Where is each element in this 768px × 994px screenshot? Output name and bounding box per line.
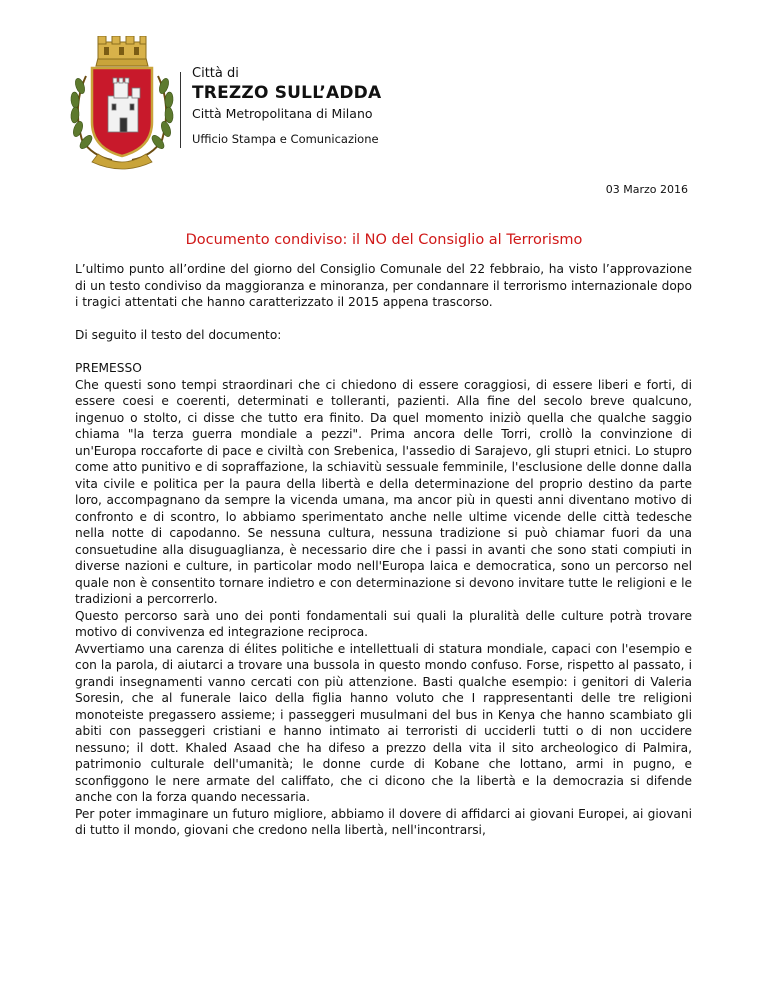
- header-divider: [180, 72, 181, 148]
- header-office: Ufficio Stampa e Comunicazione: [192, 132, 379, 146]
- header-city-prefix: Città di: [192, 66, 239, 81]
- crown-icon: [96, 36, 148, 66]
- intro-paragraph: L’ultimo punto all’ordine del giorno del Consiglio Comunale del 22 febbraio, ha visto l’approvazione di un testo condiviso da maggioranza e minoranza, per condannare il terrorismo internazionale dopo i tragici attentati che hanno caratterizzato il 2015 appena trascorso.: [75, 262, 692, 309]
- section-heading-premesso: PREMESSO: [75, 361, 142, 375]
- city-crest-logo: [68, 36, 176, 170]
- document-body: [75, 261, 692, 839]
- header-city-name: TREZZO SULL’ADDA: [192, 83, 382, 103]
- body-paragraph: Questo percorso sarà uno dei ponti fondamentali sui quali la pluralità delle culture potrà trovare motivo di convivenza ed integrazione reciproca.: [75, 608, 692, 639]
- body-paragraph: Avvertiamo una carenza di élites politiche e intellettuali di statura mondiale, capaci con l'esempio e con la parola, di aiutarci a trovare una bussola in questo mondo confuso. Forse, rispetto al passato, i grandi insegnamenti vanno cercati con più attenzione. Basti qualche esempio: i genitori di Valeria Soresin, che al funerale laico della figlia hanno voluto che I rappresentanti delle tre religioni monoteiste pregassero assieme; i passeggeri musulmani del bus in Kenya che hanno scambiato gli abiti con passeggeri cristiani e hanno intimato ai terroristi di ucciderli tutti o di non uccidere nessuno; il dott. Khaled Asaad che ha difeso a prezzo della vita il sito archeologico di Palmira, patrimonio culturale dell'umanità; le donne curde di Kobane che lottano, armi in pugno, e sconfiggono le nere armate del califfato, che ci dicono che la libertà e la democrazia si difende anche con la forza quando necessaria.: [75, 641, 692, 804]
- body-paragraph: Che questi sono tempi straordinari che ci chiedono di essere coraggiosi, di essere liberi e forti, di essere coesi e coerenti, determinati e tolleranti, pazienti. Alla fine del secolo breve qualcuno, ingenuo o stolto, ci disse che tutto era finito. Da quel momento iniziò quella che qualche saggio chiama "la terza guerra mondiale a pezzi". Prima ancora delle Torri, crollò la convinzione di un'Europa roccaforte di pace e civiltà con Srebenica, l'assedio di Sarajevo, gli stupri etnici. Lo stupro come atto punitivo e di sopraffazione, la schiavitù sessuale femminile, l'esclusione delle donne dalla vita civile e politica per la paura della libertà e della determinazione del proprio destino da parte loro, accompagnano da sempre la vicenda umana, ma ancor più in questi anni diventano motivo di confronto e di scontro, lo abbiamo sperimentato anche nelle ultime vicende delle città tedesche nella notte di capodanno. Se nessuna cultura, nessuna tradizione si può chiamar fuori da una consuetudine alla disuguaglianza, è necessario dire che i passi in avanti che sono stati compiuti in diverse nazioni e culture, in particolar modo nell'Europa laica e democratica, sono un percorso nel quale non è consentito tornare indietro e con determinazione si devono invitare tutte le religioni e le tradizioni a percorrerlo.: [75, 377, 692, 606]
- header-metro-city: Città Metropolitana di Milano: [192, 106, 373, 121]
- body-paragraph: Per poter immaginare un futuro migliore, abbiamo il dovere di affidarci ai giovani Europei, ai giovani di tutto il mondo, giovani che credono nella libertà, nell'incontrarsi,: [75, 806, 692, 837]
- document-date: 03 Marzo 2016: [605, 183, 688, 196]
- document-title: Documento condiviso: il NO del Consiglio al Terrorismo: [185, 232, 583, 248]
- lead-in-paragraph: Di seguito il testo del documento:: [75, 328, 282, 342]
